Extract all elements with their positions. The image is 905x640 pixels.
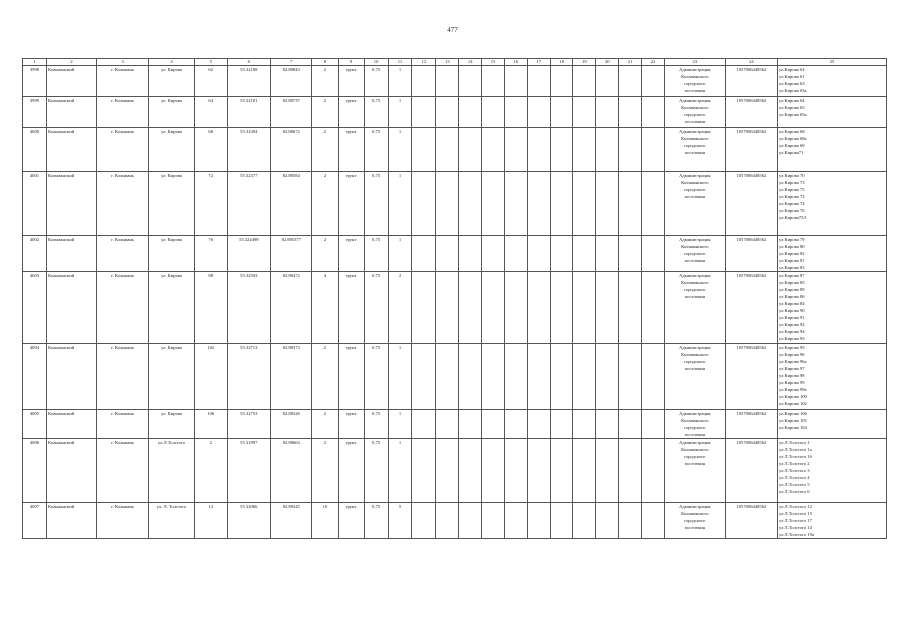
table-cell bbox=[642, 172, 665, 236]
table-row bbox=[23, 410, 887, 439]
table-cell: 0,75 bbox=[364, 503, 388, 539]
table-cell bbox=[596, 272, 619, 344]
table-cell: ул.Кирова 106 ул.Кирова 105 ул.Кирова 104 bbox=[778, 410, 887, 439]
table-cell: 55.31897 bbox=[227, 439, 271, 503]
table-cell bbox=[482, 128, 505, 172]
table-cell: 3998 bbox=[23, 66, 47, 97]
table-cell bbox=[619, 66, 642, 97]
table-cell: грунт bbox=[338, 503, 364, 539]
table-cell: 1057006448562 bbox=[725, 97, 777, 128]
table-cell: 4007 bbox=[23, 503, 47, 539]
table-cell bbox=[482, 172, 505, 236]
column-number: 11 bbox=[388, 59, 412, 66]
table-cell bbox=[596, 503, 619, 539]
table-row bbox=[23, 128, 887, 172]
table-cell bbox=[550, 272, 573, 344]
table-cell bbox=[573, 97, 596, 128]
table-cell: Администрация Колыванского городского поселения bbox=[664, 410, 725, 439]
table-cell: ул.Л.Толстого 1 ул.Л.Толстого 1а ул.Л.Толстого 1б ул.Л.Толстого 2 ул.Л.Толстого 3 ул.Л.Толстого 4 ул.Л.Толстого 5 ул.Л.Толстого 6 bbox=[778, 439, 887, 503]
table-cell: 55.32503 bbox=[227, 272, 271, 344]
column-number: 1 bbox=[23, 59, 47, 66]
table-cell bbox=[504, 439, 527, 503]
table-cell: грунт bbox=[338, 172, 364, 236]
table-cell bbox=[459, 172, 482, 236]
table-cell bbox=[459, 97, 482, 128]
table-cell: 82.88373 bbox=[271, 344, 312, 410]
register-table bbox=[22, 58, 887, 539]
table-cell: г. Колывань bbox=[96, 272, 148, 344]
table-cell: 55.32066 bbox=[227, 503, 271, 539]
table-cell: 5 bbox=[388, 503, 412, 539]
table-cell: 1 bbox=[388, 344, 412, 410]
table-cell bbox=[436, 503, 459, 539]
table-cell bbox=[596, 344, 619, 410]
table-cell bbox=[573, 128, 596, 172]
table-cell bbox=[619, 344, 642, 410]
table-cell bbox=[527, 172, 550, 236]
table-cell: 10 bbox=[312, 503, 338, 539]
table-cell: 55.32188 bbox=[227, 66, 271, 97]
table-cell bbox=[482, 439, 505, 503]
column-number: 3 bbox=[96, 59, 148, 66]
table-row bbox=[23, 272, 887, 344]
table-cell bbox=[642, 344, 665, 410]
table-cell bbox=[459, 272, 482, 344]
column-number-row bbox=[23, 59, 887, 66]
table-cell bbox=[436, 66, 459, 97]
table-cell: 4002 bbox=[23, 236, 47, 272]
table-cell: г. Колывань bbox=[96, 503, 148, 539]
table-cell bbox=[459, 439, 482, 503]
table-cell: грунт bbox=[338, 97, 364, 128]
table-cell: 64 bbox=[194, 97, 227, 128]
table-cell bbox=[550, 439, 573, 503]
table-cell bbox=[504, 128, 527, 172]
table-cell bbox=[619, 503, 642, 539]
column-number: 20 bbox=[596, 59, 619, 66]
table-cell: 55.32181 bbox=[227, 97, 271, 128]
table-cell: 2 bbox=[312, 439, 338, 503]
table-cell: 2 bbox=[312, 128, 338, 172]
table-cell bbox=[596, 97, 619, 128]
table-cell bbox=[550, 503, 573, 539]
column-number: 5 bbox=[194, 59, 227, 66]
table-cell: Администрация Колыванского городского поселения bbox=[664, 236, 725, 272]
table-cell: 4006 bbox=[23, 439, 47, 503]
table-cell: 1 bbox=[388, 128, 412, 172]
table-cell: г. Колывань bbox=[96, 344, 148, 410]
table-cell bbox=[527, 439, 550, 503]
table-cell bbox=[619, 128, 642, 172]
table-cell: 2 bbox=[312, 344, 338, 410]
table-cell: 0,75 bbox=[364, 128, 388, 172]
table-cell bbox=[619, 172, 642, 236]
table-cell bbox=[504, 172, 527, 236]
table-row bbox=[23, 172, 887, 236]
table-cell: ул. Кирова bbox=[149, 344, 195, 410]
table-cell: 1057006448562 bbox=[725, 128, 777, 172]
table-cell bbox=[412, 272, 436, 344]
table-cell bbox=[550, 236, 573, 272]
table-cell bbox=[573, 439, 596, 503]
table-cell: 2 bbox=[312, 97, 338, 128]
table-cell: ул.Кирова 70 ул.Кирова 73 ул.Кирова 75 ул.Кирова 72 ул.Кирова 74 ул.Кирова 76 ул.Кирова75/1 bbox=[778, 172, 887, 236]
table-cell: 1057006448562 bbox=[725, 439, 777, 503]
table-cell bbox=[619, 236, 642, 272]
table-cell: грунт bbox=[338, 410, 364, 439]
table-cell: 82.88345 bbox=[271, 503, 312, 539]
table-cell bbox=[412, 439, 436, 503]
table-cell: 106 bbox=[194, 410, 227, 439]
table-cell bbox=[459, 410, 482, 439]
table-cell bbox=[436, 236, 459, 272]
table-cell: грунт bbox=[338, 66, 364, 97]
table-cell: грунт bbox=[338, 439, 364, 503]
table-cell: грунт bbox=[338, 344, 364, 410]
table-cell: 4004 bbox=[23, 344, 47, 410]
table-cell: ул. Кирова bbox=[149, 172, 195, 236]
table-cell: 1057006448562 bbox=[725, 66, 777, 97]
table-cell: Администрация Колыванского городского поселения bbox=[664, 128, 725, 172]
column-number: 19 bbox=[573, 59, 596, 66]
table-cell: 82.88737 bbox=[271, 97, 312, 128]
table-cell bbox=[482, 410, 505, 439]
table-cell bbox=[412, 66, 436, 97]
column-number: 22 bbox=[642, 59, 665, 66]
table-cell bbox=[459, 66, 482, 97]
table-cell: 62 bbox=[194, 66, 227, 97]
column-number: 4 bbox=[149, 59, 195, 66]
table-cell bbox=[642, 236, 665, 272]
table-cell: 55.32377 bbox=[227, 172, 271, 236]
table-cell bbox=[436, 172, 459, 236]
table-cell: ул. Кирова bbox=[149, 236, 195, 272]
column-number: 9 bbox=[338, 59, 364, 66]
column-number: 12 bbox=[412, 59, 436, 66]
table-cell: 1057006448562 bbox=[725, 172, 777, 236]
table-cell: ул. Кирова bbox=[149, 66, 195, 97]
table-cell: 1 bbox=[388, 97, 412, 128]
table-cell bbox=[642, 439, 665, 503]
table-cell: 0,75 bbox=[364, 439, 388, 503]
table-cell bbox=[550, 410, 573, 439]
table-cell bbox=[412, 128, 436, 172]
table-cell bbox=[573, 236, 596, 272]
table-cell: Колыванский bbox=[46, 66, 96, 97]
table-cell bbox=[504, 272, 527, 344]
table-cell: Колыванский bbox=[46, 272, 96, 344]
table-cell bbox=[642, 410, 665, 439]
table-cell bbox=[527, 97, 550, 128]
table-row bbox=[23, 97, 887, 128]
table-cell bbox=[436, 410, 459, 439]
table-cell: 4005 bbox=[23, 410, 47, 439]
table-cell: 55.324498 bbox=[227, 236, 271, 272]
table-cell: 82.88584 bbox=[271, 172, 312, 236]
table-cell: 0,75 bbox=[364, 236, 388, 272]
table-cell bbox=[504, 410, 527, 439]
table-cell: 1 bbox=[388, 236, 412, 272]
table-cell: 1057006448562 bbox=[725, 410, 777, 439]
table-cell bbox=[619, 97, 642, 128]
table-cell: Колыванский bbox=[46, 236, 96, 272]
table-cell: 82.88472 bbox=[271, 272, 312, 344]
table-cell bbox=[436, 344, 459, 410]
table-cell bbox=[573, 272, 596, 344]
table-cell bbox=[642, 128, 665, 172]
table-cell bbox=[596, 172, 619, 236]
table-cell bbox=[527, 410, 550, 439]
table-cell: Администрация Колыванского городского поселения bbox=[664, 172, 725, 236]
table-cell bbox=[527, 236, 550, 272]
table-cell bbox=[596, 410, 619, 439]
column-number: 21 bbox=[619, 59, 642, 66]
table-cell bbox=[436, 128, 459, 172]
table-cell: 0,75 bbox=[364, 172, 388, 236]
column-number: 18 bbox=[550, 59, 573, 66]
table-cell: 1057006448562 bbox=[725, 236, 777, 272]
table-cell: Колыванский bbox=[46, 128, 96, 172]
table-cell bbox=[527, 128, 550, 172]
table-row bbox=[23, 503, 887, 539]
table-cell bbox=[412, 344, 436, 410]
table-cell: ул. Кирова bbox=[149, 128, 195, 172]
column-number: 16 bbox=[504, 59, 527, 66]
table-cell bbox=[619, 272, 642, 344]
table-cell: 55.32304 bbox=[227, 128, 271, 172]
table-cell: г. Колывань bbox=[96, 410, 148, 439]
table-cell: 2 bbox=[388, 272, 412, 344]
column-number: 2 bbox=[46, 59, 96, 66]
table-cell: Колыванский bbox=[46, 97, 96, 128]
table-cell: Колыванский bbox=[46, 172, 96, 236]
table-row bbox=[23, 236, 887, 272]
column-number: 14 bbox=[459, 59, 482, 66]
table-cell bbox=[412, 172, 436, 236]
table-cell: г. Колывань bbox=[96, 66, 148, 97]
table-cell: ул.Кирова 95 ул.Кирова 96 ул.Кирова 96а ул.Кирова 97 ул.Кирова 98 ул.Кирова 99 ул.Кирова 99а ул.Кирова 100 ул.Кирова 102 bbox=[778, 344, 887, 410]
table-cell bbox=[527, 272, 550, 344]
table-cell bbox=[527, 344, 550, 410]
table-cell bbox=[527, 503, 550, 539]
table-cell bbox=[642, 272, 665, 344]
table-cell: 55.32753 bbox=[227, 410, 271, 439]
table-cell: ул.Л.Толстого 12 ул.Л.Толстого 15 ул.Л.Толстого 17 ул.Л.Толстого 14 ул.Л.Толстого 19а bbox=[778, 503, 887, 539]
table-cell bbox=[459, 503, 482, 539]
table-cell: Администрация Колыванского городского поселения bbox=[664, 66, 725, 97]
table-cell: Администрация Колыванского городского поселения bbox=[664, 97, 725, 128]
table-cell: 1 bbox=[388, 172, 412, 236]
table-cell: Администрация Колыванского городского поселения bbox=[664, 439, 725, 503]
table-cell bbox=[412, 236, 436, 272]
table-cell: г. Колывань bbox=[96, 172, 148, 236]
table-cell bbox=[596, 128, 619, 172]
table-cell: 82.88326 bbox=[271, 410, 312, 439]
table-cell: Администрация Колыванского городского поселения bbox=[664, 344, 725, 410]
table-cell bbox=[412, 97, 436, 128]
table-cell bbox=[573, 172, 596, 236]
table-cell: 1 bbox=[388, 66, 412, 97]
table-cell: ул.Кирова 64 ул.Кирова 65 ул.Кирова 65а bbox=[778, 97, 887, 128]
table-cell: ул.Кирова 68 ул.Кирова 68а ул.Кирова 69 ул.Кирова71 bbox=[778, 128, 887, 172]
column-number: 10 bbox=[364, 59, 388, 66]
table-cell: ул. Л. Толстого bbox=[149, 503, 195, 539]
table-cell: 0,75 bbox=[364, 97, 388, 128]
table-cell bbox=[642, 503, 665, 539]
table-cell bbox=[482, 236, 505, 272]
column-number: 8 bbox=[312, 59, 338, 66]
column-number: 24 bbox=[725, 59, 777, 66]
table-cell: 82.88672 bbox=[271, 128, 312, 172]
table-cell bbox=[482, 503, 505, 539]
column-number: 7 bbox=[271, 59, 312, 66]
table-cell bbox=[642, 97, 665, 128]
table-cell: 88 bbox=[194, 272, 227, 344]
table-cell: 1 bbox=[388, 439, 412, 503]
table-cell bbox=[482, 272, 505, 344]
table-cell: 0,75 bbox=[364, 66, 388, 97]
table-cell bbox=[436, 97, 459, 128]
table-cell bbox=[619, 439, 642, 503]
table-cell bbox=[573, 410, 596, 439]
table-cell: 82.885377 bbox=[271, 236, 312, 272]
table-cell: 3999 bbox=[23, 97, 47, 128]
table-cell bbox=[504, 97, 527, 128]
column-number: 15 bbox=[482, 59, 505, 66]
table-cell bbox=[550, 172, 573, 236]
column-number: 13 bbox=[436, 59, 459, 66]
table-cell: ул. Кирова bbox=[149, 272, 195, 344]
table-cell: 4001 bbox=[23, 172, 47, 236]
table-cell bbox=[459, 236, 482, 272]
table-cell: 12 bbox=[194, 503, 227, 539]
table-cell: ул.Кирова 79 ул.Кирова 80 ул.Кирова 82 ул.Кирова 81 ул.Кирова 83 bbox=[778, 236, 887, 272]
table-cell: Администрация Колыванского городского поселения bbox=[664, 503, 725, 539]
table-cell: грунт bbox=[338, 128, 364, 172]
table-cell: 2 bbox=[312, 236, 338, 272]
table-cell: 4 bbox=[312, 272, 338, 344]
table-cell bbox=[504, 344, 527, 410]
table-cell bbox=[412, 410, 436, 439]
table-cell: 4003 bbox=[23, 272, 47, 344]
column-number: 6 bbox=[227, 59, 271, 66]
table-cell: ул. Кирова bbox=[149, 97, 195, 128]
table-cell: 102 bbox=[194, 344, 227, 410]
table-cell bbox=[504, 66, 527, 97]
table-cell bbox=[459, 128, 482, 172]
table-cell: г. Колывань bbox=[96, 439, 148, 503]
table-cell: 72 bbox=[194, 172, 227, 236]
column-number: 23 bbox=[664, 59, 725, 66]
table-cell: г. Колывань bbox=[96, 236, 148, 272]
table-cell: 76 bbox=[194, 236, 227, 272]
table-cell: 2 bbox=[312, 66, 338, 97]
table-cell: 82.88843 bbox=[271, 66, 312, 97]
table-cell bbox=[459, 344, 482, 410]
table-cell bbox=[504, 236, 527, 272]
table-cell: Колыванский bbox=[46, 344, 96, 410]
table-cell bbox=[550, 97, 573, 128]
table-cell bbox=[550, 344, 573, 410]
table-cell: г. Колывань bbox=[96, 97, 148, 128]
table-cell: 68 bbox=[194, 128, 227, 172]
table-cell bbox=[596, 439, 619, 503]
table-cell: 1057006448562 bbox=[725, 344, 777, 410]
table-cell: Колыванский bbox=[46, 439, 96, 503]
table-cell: 1057006448562 bbox=[725, 272, 777, 344]
table-cell bbox=[596, 236, 619, 272]
table-cell: 1 bbox=[388, 410, 412, 439]
table-cell bbox=[550, 128, 573, 172]
table-cell bbox=[573, 503, 596, 539]
column-number: 25 bbox=[778, 59, 887, 66]
table-cell: Колыванский bbox=[46, 503, 96, 539]
table-cell bbox=[573, 66, 596, 97]
table-cell: ул.Л.Толстого bbox=[149, 439, 195, 503]
table-cell: ул.Кирова 62 ул.Кирова 61 ул.Кирова 63 ул.Кирова 63а bbox=[778, 66, 887, 97]
table-cell bbox=[436, 272, 459, 344]
table-cell bbox=[482, 97, 505, 128]
table-cell: Колыванский bbox=[46, 410, 96, 439]
table-row bbox=[23, 66, 887, 97]
table-row bbox=[23, 439, 887, 503]
table-cell bbox=[482, 344, 505, 410]
table-cell: 0,75 bbox=[364, 410, 388, 439]
table-cell: 0,75 bbox=[364, 272, 388, 344]
table-cell bbox=[482, 66, 505, 97]
table-cell bbox=[642, 66, 665, 97]
table-cell bbox=[412, 503, 436, 539]
table-cell: ул. Кирова bbox=[149, 410, 195, 439]
table-cell bbox=[550, 66, 573, 97]
table-cell: 82.88663 bbox=[271, 439, 312, 503]
table-cell bbox=[596, 66, 619, 97]
table-cell: Администрация Колыванского городского поселения bbox=[664, 272, 725, 344]
table-cell: 55.32713 bbox=[227, 344, 271, 410]
column-number: 17 bbox=[527, 59, 550, 66]
table-cell: г. Колывань bbox=[96, 128, 148, 172]
table-cell: 0,75 bbox=[364, 344, 388, 410]
table-cell bbox=[619, 410, 642, 439]
table-cell: 2 bbox=[194, 439, 227, 503]
table-row bbox=[23, 344, 887, 410]
table-cell: 1057006448562 bbox=[725, 503, 777, 539]
table-cell bbox=[436, 439, 459, 503]
table-cell: 2 bbox=[312, 410, 338, 439]
table-cell bbox=[573, 344, 596, 410]
page-number: 477 bbox=[447, 26, 458, 34]
register-body bbox=[23, 66, 887, 539]
table-cell: 4000 bbox=[23, 128, 47, 172]
table-cell: грунт bbox=[338, 272, 364, 344]
table-cell: 2 bbox=[312, 172, 338, 236]
table-cell: ул.Кирова 87 ул.Кирова 85 ул.Кирова 89 ул.Кирова 86 ул.Кирова 84 ул.Кирова 90 ул.Кирова 91 ул.Кирова 92 ул.Кирова 94 ул.Кирова 93 bbox=[778, 272, 887, 344]
table-cell bbox=[527, 66, 550, 97]
table-cell bbox=[504, 503, 527, 539]
table-cell: грунт bbox=[338, 236, 364, 272]
